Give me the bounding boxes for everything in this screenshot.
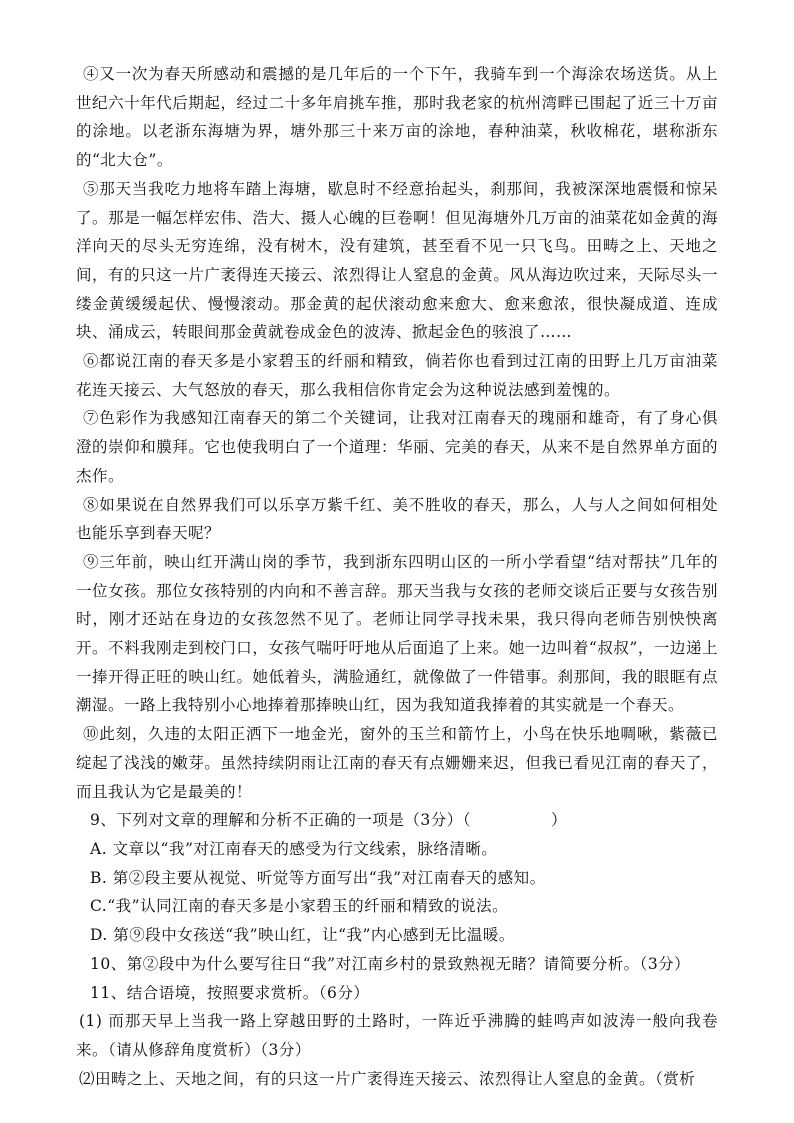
paragraph-9: ⑨三年前，映山红开满山岗的季节，我到浙东四明山区的一所小学看望“结对帮扶”几年的一位女孩。那位女孩特别的内向和不善言辞。那天当我与女孩的老师交谈后正要与女孩告别时，刚才还站在身边的女孩忽然不见了。老师让同学寻找未果，我只得向老师告别怏怏离开。不料我刚走到校门口，女孩气喘吁吁地从后面追了上来。她一边叫着“叔叔”，一边递上一捧开得正旺的映山红。她低着头，满脸通红，就像做了一件错事。刹那间，我的眼眶有点潮湿。一路上我特别小心地捧着那捧映山红，因为我知道我捧着的其实就是一个春天。 — [76, 552, 718, 715]
paragraph-6: ⑥都说江南的春天多是小家碧玉的纤丽和精致，倘若你也看到过江南的田野上几万亩油菜花连天接云、大气怒放的春天，那么我相信你肯定会为这种说法感到羞愧的。 — [76, 352, 718, 399]
question-11-item-1: (1) 而那天早上当我一路上穿越田野的土路时，一阵近乎沸腾的蛙鸣声如波涛一般向我卷来。（请从修辞角度赏析）（3分） — [76, 1012, 718, 1059]
question-9-option-b: B. 第②段主要从视觉、听觉等方面写出“我”对江南春天的感知。 — [90, 868, 546, 887]
question-9-stem: 9、下列对文章的理解和分析不正确的一项是（3分）（ ） — [90, 811, 567, 830]
question-10: 10、第②段中为什么要写往日“我”对江南乡村的景致熟视无睹？请简要分析。（3分） — [90, 954, 691, 973]
paragraph-7: ⑦色彩作为我感知江南春天的第二个关键词，让我对江南春天的瑰丽和雄奇，有了身心俱澄的崇仰和膜拜。它也使我明白了一个道理：华丽、完美的春天，从来不是自然界单方面的杰作。 — [76, 409, 718, 485]
question-9-option-a: A. 文章以“我”对江南春天的感受为行文线索，脉络清晰。 — [90, 839, 498, 858]
paragraph-4: ④又一次为春天所感动和震撼的是几年后的一个下午，我骑车到一个海涂农场送货。从上世纪六十年代后期起，经过二十多年肩挑车推，那时我老家的杭州湾畔已围起了近三十万亩的涂地。以老浙东海塘为界，塘外那三十来万亩的涂地，春种油菜，秋收棉花，堪称浙东的“北大仓”。 — [76, 65, 718, 170]
paragraph-8: ⑧如果说在自然界我们可以乐享万紫千红、美不胜收的春天，那么，人与人之间如何相处也能乐享到春天呢？ — [76, 495, 718, 543]
paragraph-5: ⑤那天当我吃力地将车踏上海塘，歇息时不经意抬起头，刹那间，我被深深地震慑和惊呆了。那是一幅怎样宏伟、浩大、摄人心魄的巨卷啊！但见海塘外几万亩的油菜花如金黄的海洋向天的尽头无穷连绵，没有树木，没有建筑，甚至看不见一只飞鸟。田畴之上、天地之间，有的只这一片广袤得连天接云、浓烈得让人窒息的金黄。风从海边吹过来，天际尽头一缕金黄缓缓起伏、慢慢滚动。那金黄的起伏滚动愈来愈大、愈来愈浓，很快凝成道、连成块、涌成云，转眼间那金黄就卷成金色的波涛、掀起金色的骇浪了…… — [76, 179, 718, 342]
question-11-item-2: ⑵田畴之上、天地之间，有的只这一片广袤得连天接云、浓烈得让人窒息的金黄。（赏析 — [79, 1069, 696, 1088]
paragraph-10: ⑩此刻，久违的太阳正洒下一地金光，窗外的玉兰和箭竹上，小鸟在快乐地啁啾，紫薇已绽起了浅浅的嫩芽。虽然持续阴雨让江南的春天有点姗姗来迟，但我已看见江南的春天了，而且我认为它是最美的！ — [76, 725, 718, 801]
question-11-stem: 11、结合语境，按照要求赏析。（6分） — [90, 983, 370, 1002]
question-9-option-c: C.“我”认同江南的春天多是小家碧玉的纤丽和精致的说法。 — [90, 897, 509, 916]
document-page — [76, 60, 718, 1093]
question-9-option-d: D. 第⑨段中女孩送“我”映山红，让“我”内心感到无比温暖。 — [90, 926, 515, 945]
